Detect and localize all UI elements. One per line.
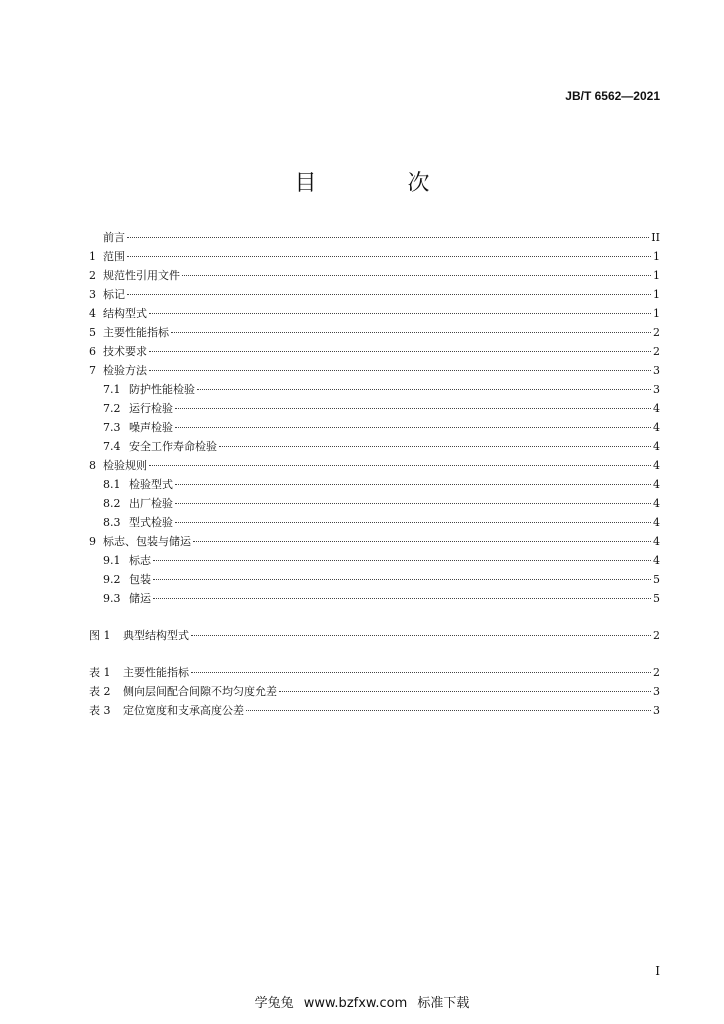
toc-entry-text: 范围 xyxy=(103,250,125,263)
toc-entry-page: 2 xyxy=(653,345,660,358)
toc-entry-number: 表 3 xyxy=(89,704,111,717)
toc-entry-page: 2 xyxy=(653,326,660,339)
toc-entry-page: 4 xyxy=(653,516,660,529)
toc-entry-number: 表 2 xyxy=(89,685,111,698)
toc-entry-label xyxy=(89,663,189,682)
dot-leader xyxy=(279,690,651,692)
toc-entry-label xyxy=(103,418,173,437)
toc-entry[interactable] xyxy=(89,494,660,513)
toc-entry-text: 安全工作寿命检验 xyxy=(129,440,217,453)
toc-entry-text: 噪声检验 xyxy=(129,421,173,434)
toc-entry-page: 2 xyxy=(653,629,660,642)
toc-entry-number: 图 1 xyxy=(89,629,111,642)
toc-entry-page: 1 xyxy=(653,288,660,301)
toc-entry-label xyxy=(89,342,147,361)
toc-entry-page: 4 xyxy=(653,402,660,415)
toc-entry-page: 2 xyxy=(653,666,660,679)
toc-entry-text: 主要性能指标 xyxy=(103,326,169,339)
dot-leader xyxy=(127,293,651,295)
toc-entry-text: 检验型式 xyxy=(129,478,173,491)
dot-leader xyxy=(175,521,651,523)
dot-leader xyxy=(175,407,651,409)
dot-leader xyxy=(175,483,651,485)
toc-entry-label xyxy=(103,380,195,399)
dot-leader xyxy=(149,312,651,314)
toc-entry-number: 7.3 xyxy=(103,421,121,434)
dot-leader xyxy=(219,445,651,447)
toc-entry-label xyxy=(103,589,151,608)
dot-leader xyxy=(149,350,651,352)
dot-leader xyxy=(127,236,649,238)
toc-entry[interactable] xyxy=(89,266,660,285)
page-title: 目 次 xyxy=(294,171,472,196)
dot-leader xyxy=(153,578,651,580)
dot-leader xyxy=(182,274,651,276)
toc-entry[interactable] xyxy=(89,418,660,437)
standard-number: JB/T 6562—2021 xyxy=(565,89,660,103)
toc-entry-page: 4 xyxy=(653,421,660,434)
toc-entry-number: 8.3 xyxy=(103,516,121,529)
toc-entry-label xyxy=(103,494,173,513)
toc-entry-number: 6 xyxy=(89,345,96,358)
toc-entry[interactable] xyxy=(89,380,660,399)
toc-entry[interactable] xyxy=(89,475,660,494)
toc-entry[interactable] xyxy=(89,304,660,323)
toc-entry[interactable] xyxy=(89,437,660,456)
toc-entry[interactable] xyxy=(89,247,660,266)
toc-entry[interactable] xyxy=(89,626,660,645)
table-of-contents xyxy=(89,228,660,720)
toc-entry-page: 4 xyxy=(653,459,660,472)
toc-entry[interactable] xyxy=(89,285,660,304)
toc-entry-label xyxy=(103,570,151,589)
toc-entry[interactable] xyxy=(89,532,660,551)
toc-entry-page: 4 xyxy=(653,535,660,548)
toc-entry-page: 5 xyxy=(653,592,660,605)
toc-entry-label xyxy=(89,285,125,304)
toc-entry-text: 前言 xyxy=(103,231,125,244)
toc-entry-page: 4 xyxy=(653,497,660,510)
toc-entry-page: 4 xyxy=(653,440,660,453)
toc-entry-text: 出厂检验 xyxy=(129,497,173,510)
toc-entry-text: 侧向层间配合间隙不均匀度允差 xyxy=(123,685,277,698)
toc-entry-text: 标志、包装与储运 xyxy=(103,535,191,548)
toc-entry-number: 1 xyxy=(89,250,96,263)
toc-entry-label xyxy=(103,513,173,532)
toc-entry-number: 表 1 xyxy=(89,666,111,679)
toc-entry-text: 防护性能检验 xyxy=(129,383,195,396)
toc-entry-page: 3 xyxy=(653,364,660,377)
toc-entry-number: 7.2 xyxy=(103,402,121,415)
toc-entry-label xyxy=(89,323,169,342)
dot-leader xyxy=(127,255,651,257)
dot-leader xyxy=(153,597,651,599)
toc-entry-label xyxy=(89,532,191,551)
toc-entry-number: 5 xyxy=(89,326,96,339)
toc-entry-text: 型式检验 xyxy=(129,516,173,529)
toc-entry-label xyxy=(89,456,147,475)
toc-entry-label xyxy=(89,701,244,720)
toc-entry-label xyxy=(103,475,173,494)
toc-entry[interactable] xyxy=(89,570,660,589)
toc-entry[interactable] xyxy=(89,589,660,608)
toc-entry[interactable] xyxy=(89,551,660,570)
toc-entry-page: 4 xyxy=(653,478,660,491)
toc-entry-number: 7 xyxy=(89,364,96,377)
toc-entry[interactable] xyxy=(89,456,660,475)
toc-entry-text: 规范性引用文件 xyxy=(103,269,180,282)
toc-entry[interactable] xyxy=(89,682,660,701)
dot-leader xyxy=(153,559,651,561)
dot-leader xyxy=(171,331,651,333)
toc-entry-page: 5 xyxy=(653,573,660,586)
toc-entry[interactable] xyxy=(89,228,660,247)
toc-entry-number: 9.3 xyxy=(103,592,121,605)
toc-entry-page: II xyxy=(651,231,660,244)
footer-watermark: 学兔兔 www.bzfxw.com 标准下载 xyxy=(254,996,470,1011)
toc-entry-label xyxy=(89,682,277,701)
toc-entry-label xyxy=(89,247,125,266)
toc-entry-number: 4 xyxy=(89,307,96,320)
toc-entry-label xyxy=(89,304,147,323)
toc-entry-number: 9.2 xyxy=(103,573,121,586)
toc-entry[interactable] xyxy=(89,342,660,361)
toc-entry-text: 结构型式 xyxy=(103,307,147,320)
dot-leader xyxy=(175,426,651,428)
dot-leader xyxy=(191,634,651,636)
dot-leader xyxy=(246,709,651,711)
toc-entry-number: 8.1 xyxy=(103,478,121,491)
toc-entry-text: 包装 xyxy=(129,573,151,586)
dot-leader xyxy=(175,502,651,504)
toc-entry-text: 标志 xyxy=(129,554,151,567)
toc-entry-text: 技术要求 xyxy=(103,345,147,358)
toc-entry-page: 3 xyxy=(653,383,660,396)
toc-entry-number: 7.4 xyxy=(103,440,121,453)
toc-entry[interactable] xyxy=(89,663,660,682)
toc-entry-label xyxy=(89,361,147,380)
toc-entry[interactable] xyxy=(89,399,660,418)
toc-entry-number: 3 xyxy=(89,288,96,301)
toc-entry-number: 9 xyxy=(89,535,96,548)
toc-entry-page: 1 xyxy=(653,250,660,263)
page-number: I xyxy=(655,964,660,978)
toc-entry-number: 8.2 xyxy=(103,497,121,510)
toc-entry-page: 3 xyxy=(653,704,660,717)
toc-entry[interactable] xyxy=(89,701,660,720)
toc-entry[interactable] xyxy=(89,513,660,532)
dot-leader xyxy=(193,540,651,542)
toc-entry-text: 运行检验 xyxy=(129,402,173,415)
toc-entry-page: 4 xyxy=(653,554,660,567)
dot-leader xyxy=(191,671,651,673)
toc-entry-text: 储运 xyxy=(129,592,151,605)
toc-entry-page: 1 xyxy=(653,269,660,282)
dot-leader xyxy=(149,464,651,466)
toc-entry[interactable] xyxy=(89,323,660,342)
toc-entry-page: 3 xyxy=(653,685,660,698)
toc-entry-page: 1 xyxy=(653,307,660,320)
toc-entry-label xyxy=(89,266,180,285)
dot-leader xyxy=(149,369,651,371)
toc-entry-text: 检验规则 xyxy=(103,459,147,472)
toc-entry-label xyxy=(103,399,173,418)
toc-entry-text: 典型结构型式 xyxy=(123,629,189,642)
toc-entry-number: 7.1 xyxy=(103,383,121,396)
toc-entry-text: 主要性能指标 xyxy=(123,666,189,679)
toc-entry-label xyxy=(103,437,217,456)
dot-leader xyxy=(197,388,651,390)
toc-entry-label xyxy=(89,626,189,645)
toc-entry-label xyxy=(89,228,125,247)
toc-entry-text: 标记 xyxy=(103,288,125,301)
toc-entry[interactable] xyxy=(89,361,660,380)
toc-entry-label xyxy=(103,551,151,570)
toc-entry-text: 检验方法 xyxy=(103,364,147,377)
toc-entry-number: 9.1 xyxy=(103,554,121,567)
toc-entry-number: 8 xyxy=(89,459,96,472)
toc-entry-number: 2 xyxy=(89,269,96,282)
toc-entry-text: 定位宽度和支承高度公差 xyxy=(123,704,244,717)
